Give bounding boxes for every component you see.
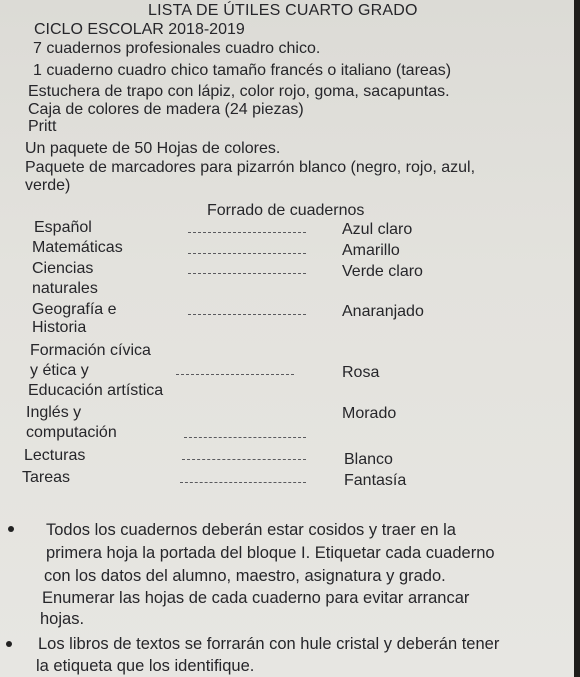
subject-label: Ciencias [32, 260, 94, 277]
supply-item: Pritt [28, 118, 57, 135]
subject-label: Historia [32, 319, 87, 336]
supply-item: 1 cuaderno cuadro chico tamaño francés o italiano (tareas) [33, 62, 452, 79]
dotted-leader [188, 232, 306, 233]
note-line: Todos los cuadernos deberán estar cosidos y traer en la [46, 521, 456, 539]
supply-item: Estuchera de trapo con lápiz, color rojo, goma, sacapuntas. [28, 83, 450, 100]
school-year: CICLO ESCOLAR 2018-2019 [34, 21, 245, 38]
cover-color: Verde claro [342, 263, 423, 280]
cover-color: Blanco [344, 451, 393, 468]
cover-color: Fantasía [344, 472, 407, 489]
cover-color: Anaranjado [342, 303, 424, 320]
supply-item: Paquete de marcadores para pizarrón blanco (negro, rojo, azul, [25, 159, 476, 176]
subject-label: Español [34, 219, 92, 236]
subject-label: Tareas [22, 469, 71, 486]
cover-color: Morado [342, 405, 397, 422]
supply-item: verde) [25, 177, 71, 194]
subject-label: y ética y [30, 362, 89, 379]
cover-color: Amarillo [342, 242, 400, 259]
subject-label: Educación artística [28, 382, 164, 399]
dotted-leader [188, 273, 306, 274]
subject-label: Matemáticas [32, 239, 123, 256]
note-line: primera hoja la portada del bloque I. Etiquetar cada cuaderno [46, 544, 495, 562]
note-line: con los datos del alumno, maestro, asignatura y grado. [44, 567, 446, 585]
cover-color: Rosa [342, 364, 380, 381]
note-line: Los libros de textos se forrarán con hule cristal y deberán tener [38, 635, 500, 653]
subject-label: computación [26, 424, 117, 441]
bullet-icon [6, 641, 12, 647]
document-title: LISTA DE ÚTILES CUARTO GRADO [148, 2, 418, 19]
photo-edge-shadow [574, 0, 580, 677]
dotted-leader [176, 374, 294, 375]
supply-item: Un paquete de 50 Hojas de colores. [25, 140, 281, 157]
dotted-leader [184, 437, 306, 438]
dotted-leader [188, 253, 306, 254]
dotted-leader [188, 314, 306, 315]
covers-heading: Forrado de cuadernos [207, 202, 365, 219]
note-line: hojas. [40, 610, 85, 628]
subject-label: naturales [32, 280, 98, 297]
dotted-leader [182, 459, 306, 460]
supply-item: Caja de colores de madera (24 piezas) [28, 101, 304, 118]
note-line: Enumerar las hojas de cada cuaderno para evitar arrancar [42, 589, 470, 607]
supply-item: 7 cuadernos profesionales cuadro chico. [33, 40, 321, 57]
cover-color: Azul claro [342, 221, 413, 238]
subject-label: Formación cívica [30, 342, 151, 359]
subject-label: Inglés y [26, 404, 82, 421]
bullet-icon [8, 526, 14, 532]
subject-label: Geografía e [32, 301, 117, 318]
note-line: la etiqueta que los identifique. [36, 657, 255, 675]
subject-label: Lecturas [24, 447, 86, 464]
dotted-leader [180, 482, 306, 483]
